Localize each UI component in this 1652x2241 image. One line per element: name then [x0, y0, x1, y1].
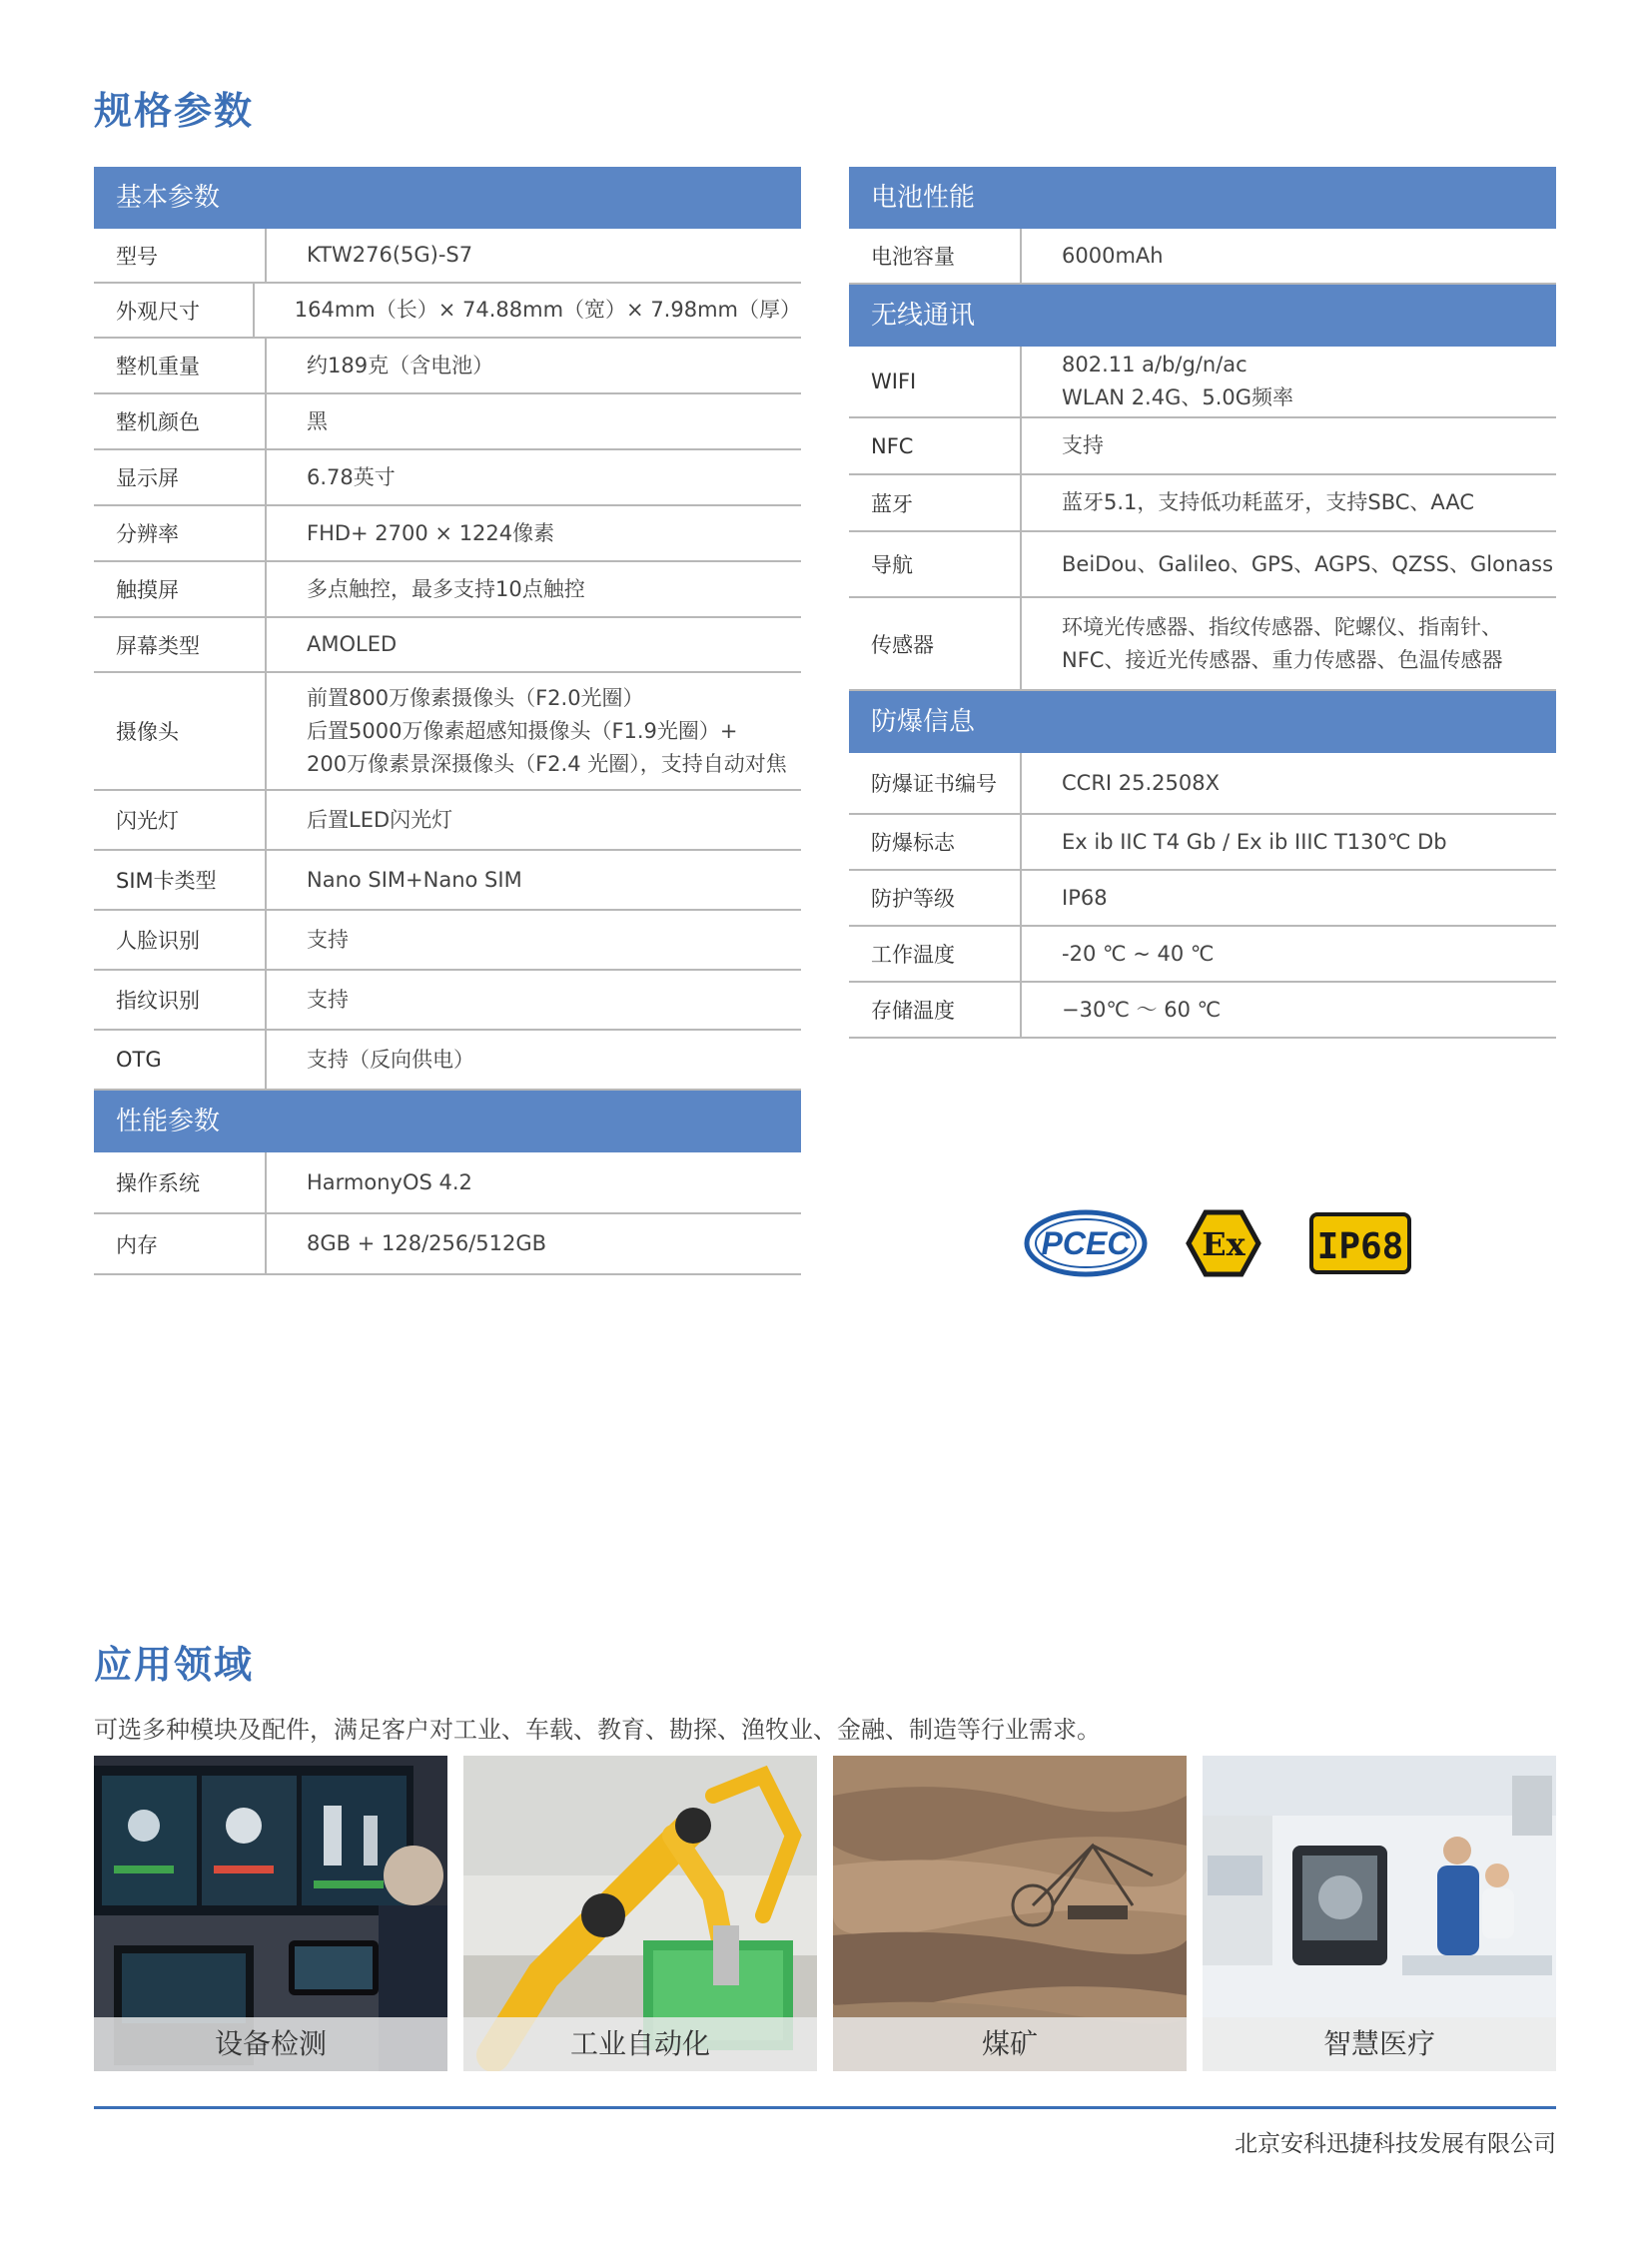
spec-key: 分辨率: [94, 506, 267, 560]
spec-value-line: 环境光传感器、指纹传感器、陀螺仪、指南针、: [1062, 614, 1502, 639]
footer-company: 北京安科迅捷科技发展有限公司: [1235, 2131, 1556, 2157]
spec-value-line: 6000mAh: [1062, 243, 1164, 268]
group-header: 无线通讯: [849, 285, 1556, 347]
spec-row: [94, 562, 801, 618]
spec-key: 电池容量: [849, 229, 1022, 283]
spec-key: 蓝牙: [849, 475, 1022, 530]
spec-value-line: Nano SIM+Nano SIM: [307, 867, 522, 892]
spec-value-line: HarmonyOS 4.2: [307, 1169, 472, 1194]
spec-table-left: [94, 167, 801, 1275]
spec-value-line: 蓝牙5.1，支持低功耗蓝牙，支持SBC、AAC: [1062, 490, 1475, 514]
spec-row: [849, 347, 1556, 418]
group-header: 电池性能: [849, 167, 1556, 229]
photo-coal-mine: [833, 1756, 1187, 2071]
application-photos: [94, 1756, 1556, 2071]
certification-logos: [1024, 1208, 1443, 1278]
spec-row: [94, 911, 801, 971]
spec-value: [1022, 753, 1556, 813]
spec-key: 指纹识别: [94, 971, 267, 1029]
spec-key: 操作系统: [94, 1152, 267, 1212]
spec-key: 整机重量: [94, 339, 267, 392]
group-header: 性能参数: [94, 1091, 801, 1152]
spec-key: NFC: [849, 418, 1022, 473]
spec-value: [1022, 815, 1556, 869]
spec-row: [94, 673, 801, 791]
spec-row: [94, 450, 801, 506]
application-title: 应用领域: [94, 1643, 255, 1687]
ip68-logo-text: IP68: [1316, 1226, 1404, 1267]
spec-value-line: -20 ℃ ~ 40 ℃: [1062, 941, 1215, 966]
spec-row: [94, 229, 801, 284]
spec-key: 摄像头: [94, 673, 267, 789]
spec-key: WIFI: [849, 347, 1022, 416]
spec-value-line: 164mm（长）× 74.88mm（宽）× 7.98mm（厚）: [294, 298, 801, 322]
spec-key: 存储温度: [849, 983, 1022, 1037]
spec-title: 规格参数: [94, 89, 255, 133]
spec-value: [267, 618, 801, 671]
spec-key: 内存: [94, 1214, 267, 1273]
spec-value-line: 支持: [307, 987, 349, 1012]
spec-row: [849, 983, 1556, 1039]
spec-value-line: 支持（反向供电）: [307, 1047, 474, 1072]
spec-value: [1022, 983, 1556, 1037]
pcec-logo-text: PCEC: [1041, 1225, 1131, 1261]
spec-key: 显示屏: [94, 450, 267, 504]
spec-value: [267, 911, 801, 969]
spec-value-line: 黑: [307, 408, 328, 433]
spec-value-line: AMOLED: [307, 632, 398, 656]
spec-row: [849, 475, 1556, 532]
spec-value-line: 前置800万像素摄像头（F2.0光圈）: [307, 685, 644, 710]
spec-value: [267, 673, 801, 789]
pcec-logo: [1024, 1208, 1148, 1278]
spec-row: [94, 851, 801, 911]
spec-row: [849, 418, 1556, 475]
spec-value-line: 支持: [307, 927, 349, 952]
spec-key: 导航: [849, 532, 1022, 596]
spec-value: [267, 791, 801, 849]
spec-value-line: FHD+ 2700 × 1224像素: [307, 520, 555, 545]
footer-divider: [94, 2106, 1556, 2109]
spec-value: [267, 971, 801, 1029]
spec-value: [255, 284, 801, 337]
spec-row: [94, 1031, 801, 1091]
spec-row: [94, 618, 801, 673]
photo-label-smart-healthcare: 智慧医疗: [1203, 2017, 1556, 2071]
photo-smart-healthcare: [1203, 1756, 1556, 2071]
ex-logo-text: Ex: [1202, 1225, 1245, 1263]
spec-value: [267, 450, 801, 504]
spec-value-line: Ex ib IIC T4 Gb / Ex ib IIIC T130℃ Db: [1062, 829, 1447, 854]
spec-row: [94, 1214, 801, 1275]
spec-row: [849, 532, 1556, 598]
photo-industrial-automation: [463, 1756, 817, 2071]
spec-value-line: NFC、接近光传感器、重力传感器、色温传感器: [1062, 647, 1503, 672]
group-header: 基本参数: [94, 167, 801, 229]
spec-value-line: 多点触控，最多支持10点触控: [307, 576, 585, 601]
spec-value: [267, 229, 801, 282]
spec-value-line: 后置5000万像素超感知摄像头（F1.9光圈）+: [307, 718, 738, 743]
spec-value-line: 200万像素景深摄像头（F2.4 光圈），支持自动对焦: [307, 751, 787, 776]
spec-row: [849, 598, 1556, 691]
spec-value: [267, 562, 801, 616]
spec-value-line: CCRI 25.2508X: [1062, 770, 1221, 795]
spec-value-line: WLAN 2.4G、5.0G频率: [1062, 385, 1294, 409]
spec-value-line: 8GB + 128/256/512GB: [307, 1231, 547, 1255]
spec-value: [1022, 598, 1556, 689]
spec-key: 屏幕类型: [94, 618, 267, 671]
spec-value: [1022, 475, 1556, 530]
spec-key: 防护等级: [849, 871, 1022, 925]
spec-row: [849, 815, 1556, 871]
ex-logo: [1186, 1208, 1261, 1278]
spec-value: [267, 1214, 801, 1273]
spec-key: OTG: [94, 1031, 267, 1089]
photo-equipment-monitoring: [94, 1756, 447, 2071]
spec-row: [849, 753, 1556, 815]
spec-key: 工作温度: [849, 927, 1022, 981]
spec-value-line: 802.11 a/b/g/n/ac: [1062, 353, 1247, 376]
spec-value: [267, 394, 801, 448]
spec-row: [94, 339, 801, 394]
spec-row: [94, 971, 801, 1031]
spec-value-line: 支持: [1062, 433, 1104, 457]
spec-value: [267, 339, 801, 392]
group-header: 防爆信息: [849, 691, 1556, 753]
spec-table-right: [849, 167, 1556, 1039]
ip68-logo: [1308, 1208, 1412, 1278]
spec-key: 闪光灯: [94, 791, 267, 849]
spec-key: 触摸屏: [94, 562, 267, 616]
spec-key: 型号: [94, 229, 267, 282]
spec-value-line: 约189克（含电池）: [307, 353, 494, 377]
spec-value: [267, 506, 801, 560]
spec-value-line: −30℃ ～ 60 ℃: [1062, 997, 1222, 1022]
spec-value-line: 后置LED闪光灯: [307, 807, 453, 832]
spec-row: [94, 791, 801, 851]
spec-value-line: KTW276(5G)-S7: [307, 243, 473, 267]
spec-value-line: 6.78英寸: [307, 464, 396, 489]
spec-value: [267, 1031, 801, 1089]
spec-key: 人脸识别: [94, 911, 267, 969]
spec-value-line: BeiDou、Galileo、GPS、AGPS、QZSS、Glonass: [1062, 551, 1554, 576]
application-description: 可选多种模块及配件，满足客户对工业、车载、教育、勘探、渔牧业、金融、制造等行业需求。: [94, 1716, 1101, 1744]
spec-key: 外观尺寸: [94, 284, 255, 337]
spec-value: [1022, 347, 1556, 416]
spec-value: [267, 851, 801, 909]
spec-row: [94, 506, 801, 562]
spec-value: [1022, 871, 1556, 925]
photo-label-equipment-monitoring: 设备检测: [94, 2017, 447, 2071]
photo-label-coal-mine: 煤矿: [833, 2017, 1187, 2071]
spec-row: [849, 871, 1556, 927]
spec-value: [1022, 927, 1556, 981]
spec-value: [1022, 418, 1556, 473]
spec-value: [1022, 532, 1556, 596]
spec-key: 整机颜色: [94, 394, 267, 448]
spec-row: [849, 927, 1556, 983]
spec-value-line: IP68: [1062, 885, 1108, 910]
spec-key: SIM卡类型: [94, 851, 267, 909]
spec-row: [94, 394, 801, 450]
spec-row: [94, 1152, 801, 1214]
spec-row: [94, 284, 801, 339]
spec-value: [1022, 229, 1556, 283]
spec-key: 防爆标志: [849, 815, 1022, 869]
spec-key: 传感器: [849, 598, 1022, 689]
spec-row: [849, 229, 1556, 285]
spec-value: [267, 1152, 801, 1212]
spec-key: 防爆证书编号: [849, 753, 1022, 813]
photo-label-industrial-automation: 工业自动化: [463, 2017, 817, 2071]
